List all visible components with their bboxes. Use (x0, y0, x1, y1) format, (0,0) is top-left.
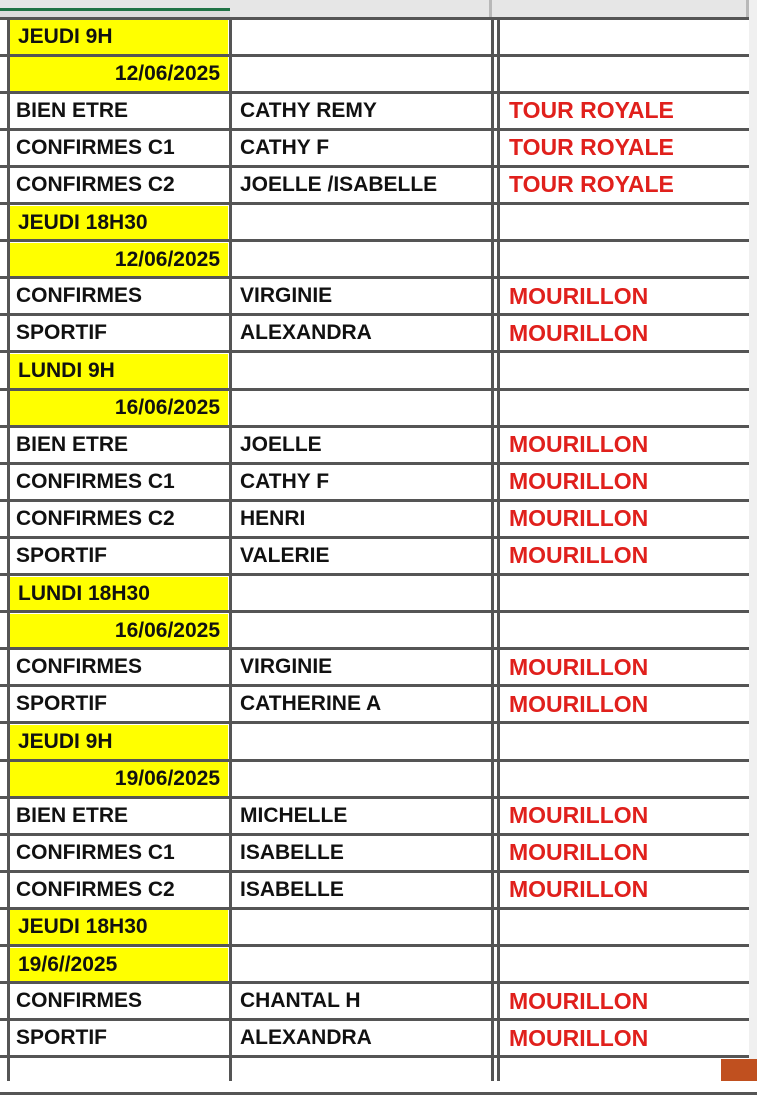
cell-location[interactable] (500, 1057, 750, 1094)
cell-group[interactable]: CONFIRMES C1 (16, 469, 175, 493)
cell-instructor[interactable]: CATHY F (240, 135, 330, 159)
cell-group[interactable]: LUNDI 18H30 (9, 577, 228, 611)
cell-instructor[interactable] (232, 389, 491, 426)
grid-line (0, 91, 757, 94)
grid-line (0, 425, 757, 428)
cell-location[interactable] (500, 352, 750, 389)
cell-group[interactable]: CONFIRMES (16, 989, 142, 1013)
cell-location[interactable]: MOURILLON (509, 431, 649, 458)
grid-line (0, 388, 757, 391)
cell-location[interactable]: MOURILLON (509, 876, 649, 903)
cell-group[interactable]: LUNDI 9H (9, 354, 228, 388)
cell-location[interactable] (500, 18, 750, 55)
table-row (0, 18, 757, 55)
cell-location[interactable]: MOURILLON (509, 802, 649, 829)
cell-group[interactable]: JEUDI 18H30 (9, 910, 228, 944)
cell-instructor[interactable]: VIRGINIE (240, 284, 333, 308)
table-row (0, 797, 757, 834)
cell-instructor[interactable] (232, 908, 491, 945)
grid-line (0, 1018, 757, 1021)
cell-group[interactable]: CONFIRMES C2 (16, 172, 175, 196)
grid-line (0, 907, 757, 910)
cell-location[interactable] (500, 723, 750, 760)
cell-instructor[interactable] (232, 352, 491, 389)
cell-instructor[interactable] (232, 575, 491, 612)
table-row (0, 871, 757, 908)
cell-location[interactable] (500, 575, 750, 612)
cell-location[interactable] (500, 760, 750, 797)
table-row (0, 500, 757, 537)
table-row (0, 1020, 757, 1057)
grid-line (0, 536, 757, 539)
cell-group[interactable]: 19/6//2025 (9, 948, 228, 982)
cell-group[interactable] (7, 1057, 229, 1094)
table-row (0, 352, 757, 389)
table-row (0, 463, 757, 500)
cell-instructor[interactable]: JOELLE (240, 432, 322, 456)
cell-location[interactable]: MOURILLON (509, 505, 649, 532)
cell-location[interactable]: TOUR ROYALE (509, 97, 674, 124)
grid-line (0, 128, 757, 131)
cell-instructor[interactable]: CATHERINE A (240, 692, 382, 716)
cell-instructor[interactable] (232, 204, 491, 241)
grid-line (0, 313, 757, 316)
cell-instructor[interactable] (232, 723, 491, 760)
cell-group[interactable]: BIEN ETRE (16, 432, 129, 456)
cell-location[interactable]: TOUR ROYALE (509, 171, 674, 198)
table-row (0, 760, 757, 797)
grid-line (0, 647, 757, 650)
cell-instructor[interactable]: ISABELLE (240, 877, 344, 901)
cell-location[interactable] (500, 204, 750, 241)
cell-group[interactable]: CONFIRMES C2 (16, 506, 175, 530)
cell-group[interactable]: 12/06/2025 (9, 243, 228, 277)
cell-instructor[interactable]: VIRGINIE (240, 655, 333, 679)
cell-location[interactable]: MOURILLON (509, 653, 649, 680)
cell-group[interactable]: SPORTIF (16, 543, 108, 567)
cell-group[interactable]: BIEN ETRE (16, 803, 129, 827)
cell-location[interactable]: MOURILLON (509, 319, 649, 346)
cell-instructor[interactable] (232, 760, 491, 797)
cell-group[interactable]: CONFIRMES C1 (16, 840, 175, 864)
cell-instructor[interactable]: ALEXANDRA (240, 1026, 372, 1050)
table-row (0, 649, 757, 686)
cell-group[interactable]: JEUDI 9H (9, 20, 228, 54)
table-row (0, 723, 757, 760)
grid-line (0, 499, 757, 502)
cell-group[interactable]: BIEN ETRE (16, 98, 129, 122)
cell-group[interactable]: SPORTIF (16, 321, 108, 345)
grid-line (0, 165, 757, 168)
grid-line (0, 796, 757, 799)
cell-instructor[interactable]: MICHELLE (240, 803, 348, 827)
grid-line (0, 944, 757, 947)
cell-instructor[interactable]: JOELLE /ISABELLE (240, 172, 438, 196)
table-row (0, 537, 757, 574)
table-row (0, 166, 757, 203)
cell-group[interactable]: 16/06/2025 (9, 391, 228, 425)
cell-location[interactable]: MOURILLON (509, 987, 649, 1014)
grid-line (0, 350, 757, 353)
cell-group[interactable]: 16/06/2025 (9, 614, 228, 648)
cell-instructor[interactable]: CATHY REMY (240, 98, 377, 122)
cell-group[interactable]: CONFIRMES (16, 284, 142, 308)
table-row (0, 241, 757, 278)
cell-location[interactable] (500, 389, 750, 426)
cell-location[interactable]: MOURILLON (509, 1024, 649, 1051)
cell-location[interactable] (500, 241, 750, 278)
cell-instructor[interactable]: HENRI (240, 506, 306, 530)
cell-location[interactable]: MOURILLON (509, 690, 649, 717)
cell-group[interactable]: SPORTIF (16, 1026, 108, 1050)
grid-line (0, 684, 757, 687)
cell-instructor[interactable]: ISABELLE (240, 840, 344, 864)
table-row (0, 612, 757, 649)
sheet-corner-handle[interactable] (721, 1059, 757, 1081)
cell-group[interactable]: 19/06/2025 (9, 762, 228, 796)
cell-location[interactable]: MOURILLON (509, 839, 649, 866)
grid-line (0, 239, 757, 242)
table-row (0, 55, 757, 92)
cell-location[interactable] (500, 908, 750, 945)
grid-line (0, 54, 757, 57)
cell-group[interactable]: JEUDI 9H (9, 725, 228, 759)
cell-group[interactable]: SPORTIF (16, 692, 108, 716)
cell-instructor[interactable]: CATHY F (240, 469, 330, 493)
cell-instructor[interactable] (232, 55, 491, 92)
grid-line (497, 18, 500, 1081)
table-row (0, 575, 757, 612)
grid-line (0, 833, 757, 836)
table-row (0, 946, 757, 983)
cell-instructor[interactable] (232, 241, 491, 278)
table-row (0, 204, 757, 241)
cell-group[interactable]: CONFIRMES (16, 655, 142, 679)
table-row (0, 129, 757, 166)
cell-instructor[interactable]: VALERIE (240, 543, 330, 567)
cell-instructor[interactable] (232, 946, 491, 983)
cell-location[interactable] (500, 946, 750, 983)
cell-group[interactable]: CONFIRMES C2 (16, 877, 175, 901)
grid-line (0, 573, 757, 576)
cell-location[interactable] (500, 612, 750, 649)
grid-line (491, 18, 494, 1081)
table-row (0, 686, 757, 723)
cell-group[interactable]: JEUDI 18H30 (9, 206, 228, 240)
grid-line (0, 610, 757, 613)
table-row (0, 315, 757, 352)
table-row (0, 1057, 757, 1094)
grid-line (7, 18, 10, 1081)
grid-line (0, 276, 757, 279)
table-row (0, 834, 757, 871)
grid-line (0, 721, 757, 724)
cell-location[interactable] (500, 55, 750, 92)
grid-line (229, 18, 232, 1081)
cell-location[interactable]: MOURILLON (509, 542, 649, 569)
cell-instructor[interactable] (232, 612, 491, 649)
cell-location[interactable]: MOURILLON (509, 468, 649, 495)
next-column-edge (749, 0, 757, 1081)
cell-instructor[interactable]: ALEXANDRA (240, 321, 372, 345)
cell-group[interactable]: CONFIRMES C1 (16, 135, 175, 159)
cell-location[interactable]: MOURILLON (509, 282, 649, 309)
table-row (0, 389, 757, 426)
grid-line (0, 1055, 757, 1058)
cell-instructor[interactable] (232, 18, 491, 55)
cell-instructor[interactable] (232, 1057, 491, 1094)
cell-instructor[interactable]: CHANTAL H (240, 989, 361, 1013)
grid-line (0, 981, 757, 984)
table-row (0, 92, 757, 129)
grid-line (0, 17, 757, 20)
grid-line (0, 870, 757, 873)
grid-line (0, 202, 757, 205)
grid-line (0, 759, 757, 762)
cell-location[interactable]: TOUR ROYALE (509, 134, 674, 161)
cell-group[interactable]: 12/06/2025 (9, 57, 228, 91)
table-row (0, 983, 757, 1020)
table-row (0, 908, 757, 945)
grid-line (0, 462, 757, 465)
table-row (0, 426, 757, 463)
table-row (0, 278, 757, 315)
